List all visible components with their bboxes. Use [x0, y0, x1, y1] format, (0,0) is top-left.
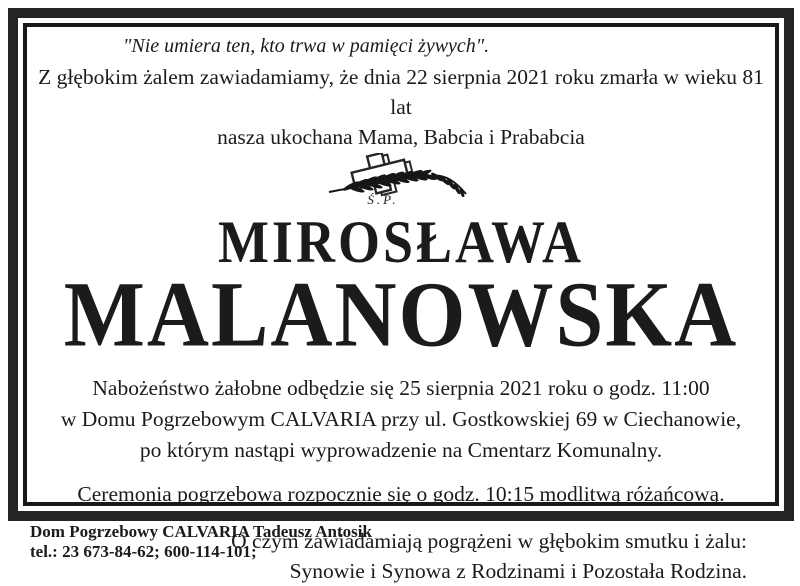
rosary-ceremony-line: Ceremonia pogrzebowa rozpocznie się o godz. 10:15 modlitwą różańcową. [77, 482, 725, 506]
memorial-quote: "Nie umiera ten, kto trwa w pamięci żywych". [123, 35, 490, 57]
service-line-1: Nabożeństwo żałobne odbędzie się 25 sierpnia 2021 roku o godz. 11:00 [92, 376, 710, 400]
intro-line-1: Z głębokim żalem zawiadamiamy, że dnia 22 sierpnia 2021 roku zmarła w wieku 81 lat [38, 65, 764, 119]
cross-and-branch-icon [37, 153, 765, 205]
intro-paragraph [37, 62, 765, 152]
closing-line-1: O czym zawiadamiają pogrążeni w głębokim smutku i żalu: [231, 529, 747, 553]
funeral-home-footer [30, 522, 372, 561]
service-line-2: w Domu Pogrzebowym CALVARIA przy ul. Gostkowskiej 69 w Ciechanowie, [60, 407, 742, 431]
service-line-3: po którym nastąpi wyprowadzenie na Cmentarz Komunalny. [139, 438, 663, 462]
sp-abbreviation: Ś.P. [367, 192, 399, 207]
funeral-home-name: Dom Pogrzebowy CALVARIA Tadeusz Antosik [30, 522, 372, 541]
intro-line-2: nasza ukochana Mama, Babcia i Prababcia [217, 125, 585, 149]
funeral-home-phones: tel.: 23 673-84-62; 600-114-101; [30, 541, 257, 561]
deceased-last-name: MALANOWSKA [63, 262, 739, 366]
service-paragraph [37, 373, 765, 466]
deceased-first-name: MIROSŁAWA [217, 208, 585, 276]
closing-line-2: Synowie i Synowa z Rodzinami i Pozostała Rodzina. [289, 559, 747, 583]
